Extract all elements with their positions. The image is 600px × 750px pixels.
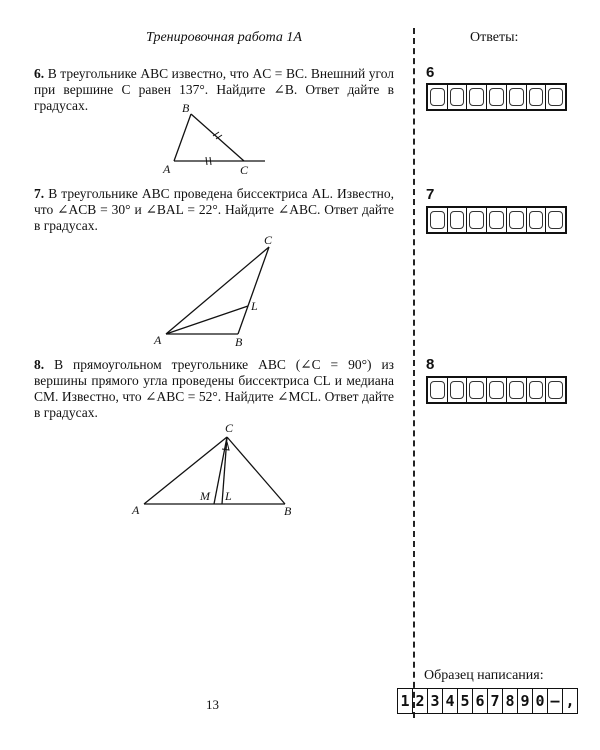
vertex-label-a: A: [132, 503, 140, 517]
task-8-figure: [128, 420, 303, 520]
vertex-label-b: B: [235, 335, 243, 348]
sample-char: 0: [533, 689, 548, 713]
sample-digits: [397, 688, 578, 714]
task-6-figure: [150, 100, 280, 180]
task-7-figure: [150, 232, 280, 348]
sample-char: –: [548, 689, 563, 713]
sample-char: 7: [488, 689, 503, 713]
vertex-label-a: A: [163, 162, 171, 176]
sample-char: 5: [458, 689, 473, 713]
vertex-label-c: C: [264, 233, 273, 247]
sample-char: 2: [413, 689, 428, 713]
answer-field-8[interactable]: [426, 376, 567, 404]
task-text: В треугольнике ABC проведена биссектриса AL. Известно, что ∠ACB = 30° и ∠BAL = 22°. Найдите ∠ABC. Ответ дайте в градусах.: [34, 186, 395, 233]
cut-line-divider: [413, 28, 415, 718]
vertex-label-c: C: [240, 163, 249, 177]
answer-field-6[interactable]: [426, 83, 567, 111]
sample-char: 4: [443, 689, 458, 713]
vertex-label-a: A: [154, 333, 162, 347]
vertex-label-m: M: [200, 489, 210, 503]
vertex-label-l: L: [251, 299, 258, 313]
page-number: 13: [206, 697, 219, 712]
sample-char: ,: [565, 692, 575, 710]
task-8: [34, 357, 394, 421]
page-header: Тренировочная работа 1А: [146, 30, 302, 45]
vertex-label-l: L: [225, 489, 232, 503]
task-text: В треугольнике ABC известно, что AC = BC. Внешний угол при вершине C равен 137°. Найдите ∠B. Ответ дайте в градусах.: [34, 66, 395, 113]
vertex-label-b: B: [284, 504, 292, 518]
task-number: 8.: [34, 357, 45, 372]
answer-label-8: 8: [426, 356, 435, 373]
sample-char: 8: [503, 689, 518, 713]
task-number: 6.: [34, 66, 45, 81]
sample-char: 1: [398, 689, 413, 713]
vertex-label-b: B: [182, 101, 190, 115]
sample-char: 9: [518, 689, 533, 713]
task-7: [34, 186, 394, 234]
sample-char: 3: [428, 689, 443, 713]
answer-label-6: 6: [426, 64, 435, 81]
answers-title: Ответы:: [470, 30, 519, 45]
task-text: В прямоугольном треугольнике ABC (∠C = 90°) из вершины прямого угла проведены биссектриса CL и медиана CM. Известно, что ∠ABC = 52°. Найдите ∠MCL. Ответ дайте в градусах.: [34, 357, 394, 420]
vertex-label-c: C: [225, 421, 234, 435]
task-number: 7.: [34, 186, 45, 201]
answer-field-7[interactable]: [426, 206, 567, 234]
answer-label-7: 7: [426, 186, 435, 203]
sample-char: 6: [473, 689, 488, 713]
sample-label: Образец написания:: [424, 668, 544, 683]
